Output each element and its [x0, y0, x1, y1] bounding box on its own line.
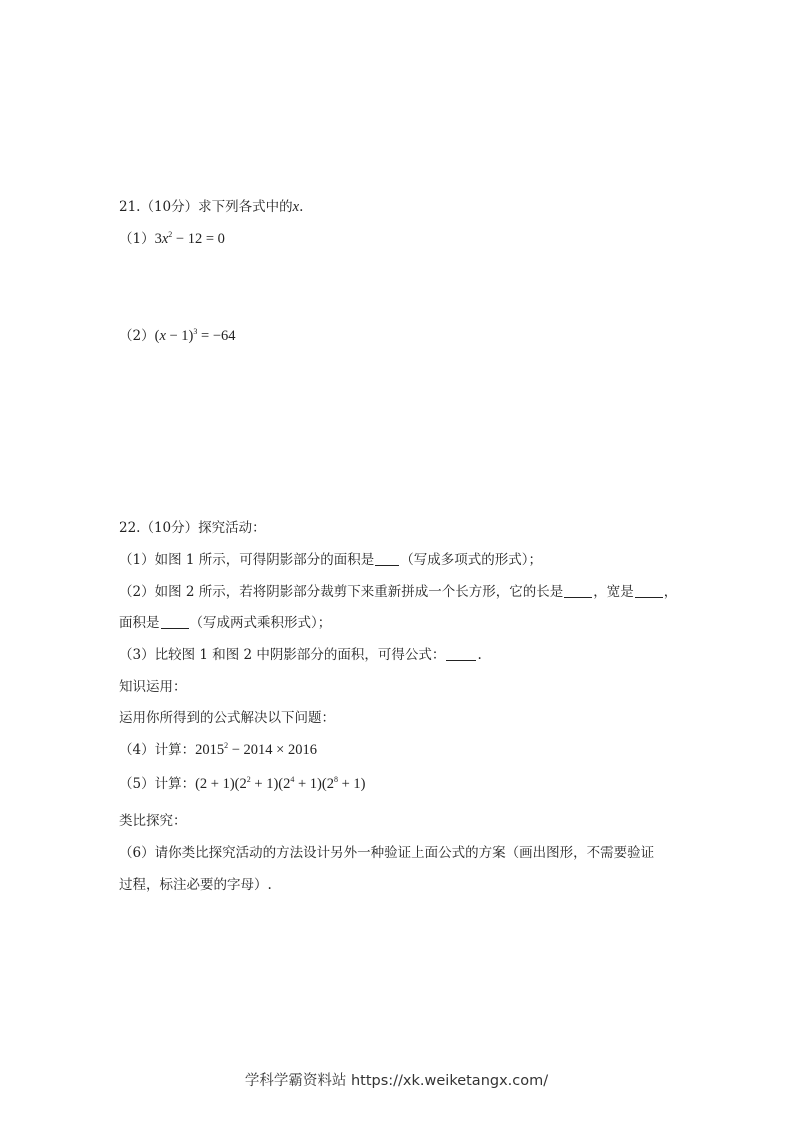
- answer-blank-area: [161, 616, 189, 629]
- analogy-heading: 类比探究：: [119, 813, 187, 829]
- q21-part2: [119, 327, 236, 345]
- step5-expression: [195, 776, 365, 792]
- q22-step3: [119, 646, 482, 664]
- expr-part: + 1)(2: [250, 776, 291, 792]
- step2-text: （2）如图 2 所示，若将阴影部分裁剪下来重新拼成一个长方形，它的长是: [119, 584, 564, 600]
- q21-heading-end: .: [299, 199, 304, 215]
- step3-end: .: [477, 647, 482, 663]
- step1-text: （1）如图 1 所示，可得阴影部分的面积是: [119, 552, 375, 568]
- step3-text: （3）比较图 1 和图 2 中阴影部分的面积，可得公式：: [119, 647, 446, 663]
- step5-label: （5）计算：: [119, 776, 196, 792]
- q22-step5: [119, 775, 365, 793]
- eq-rest: = −64: [197, 328, 236, 344]
- expr-exp: 2: [224, 741, 229, 750]
- expr-rest: − 2014 × 2016: [228, 742, 317, 758]
- expr-base: 2015: [195, 742, 225, 758]
- knowledge-heading: 知识运用：: [119, 679, 187, 695]
- answer-blank-width: [635, 585, 663, 598]
- q21-part1: [119, 230, 225, 248]
- q21-part2-label: （2）: [119, 328, 155, 344]
- eq-exp: 3: [193, 327, 198, 336]
- expr-part: + 1): [337, 776, 366, 792]
- step2-end: ，: [663, 584, 678, 600]
- q21-part1-equation: [155, 231, 225, 247]
- eq-var: x: [159, 328, 166, 344]
- eq-open: (: [154, 328, 160, 344]
- footer-watermark: 学科学霸资料站 https://xk.weiketangx.com/: [244, 1073, 549, 1089]
- eq-var: x: [161, 231, 169, 247]
- q21-heading-var: x: [292, 199, 300, 215]
- expr-part: + 1)(2: [294, 776, 334, 792]
- q21-part2-equation: [155, 328, 236, 344]
- answer-blank-length: [564, 585, 592, 598]
- step2-mid: ，宽是: [593, 584, 634, 600]
- step4-expression: [195, 742, 317, 758]
- step2-area-text: 面积是: [119, 615, 160, 631]
- eq-coef: 3: [154, 231, 162, 247]
- q21-part1-label: （1）: [119, 231, 155, 247]
- step2-note: （写成两式乘积形式）；: [189, 615, 332, 631]
- expr-exp: 8: [333, 775, 338, 784]
- q22-step2: [119, 583, 677, 601]
- step1-note: （写成多项式的形式）；: [400, 552, 543, 568]
- q22-step2-line2: [119, 614, 331, 632]
- answer-blank-formula: [446, 648, 476, 661]
- q21-heading: [119, 198, 303, 216]
- q22-step6-line2: 过程，标注必要的字母）.: [119, 877, 272, 893]
- expr-exp: 2: [246, 775, 251, 784]
- eq-exp: 2: [168, 230, 173, 239]
- apply-heading: 运用你所得到的公式解决以下问题：: [119, 710, 335, 726]
- q22-heading: 22.（10分）探究活动：: [119, 520, 266, 536]
- expr-part: (2 + 1)(2: [195, 776, 247, 792]
- step4-label: （4）计算：: [119, 742, 196, 758]
- expr-exp: 4: [290, 775, 295, 784]
- eq-inner: − 1): [165, 328, 194, 344]
- answer-blank: [375, 553, 399, 566]
- q22-step1: [119, 551, 542, 569]
- q22-step4: [119, 741, 317, 759]
- eq-rest: − 12 = 0: [172, 231, 225, 247]
- q21-heading-text: 21.（10分）求下列各式中的: [119, 199, 293, 215]
- q22-step6-line1: （6）请你类比探究活动的方法设计另外一种验证上面公式的方案（画出图形，不需要验证: [119, 845, 655, 861]
